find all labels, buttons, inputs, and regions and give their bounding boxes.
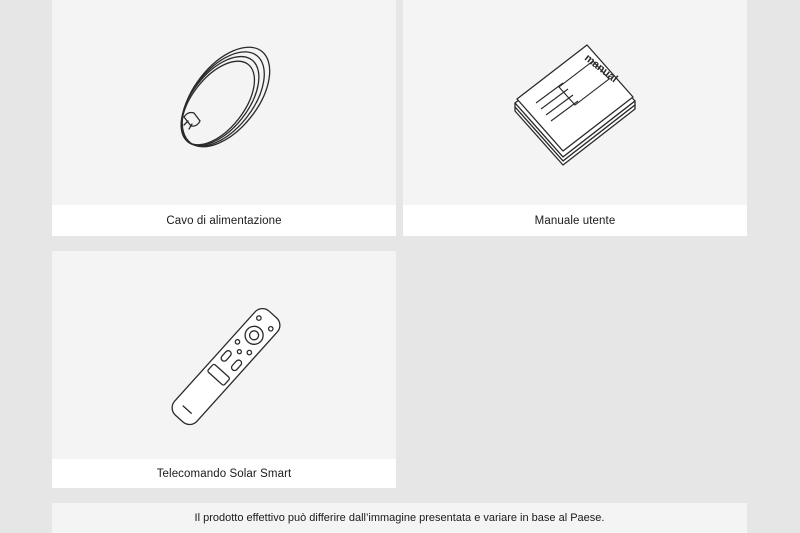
accessory-image-area — [52, 251, 396, 459]
accessory-card-user-manual — [403, 0, 747, 236]
manual-cover-text: manual — [581, 52, 620, 86]
accessory-image-area — [403, 0, 747, 205]
power-cable-icon — [52, 0, 396, 205]
accessory-label: Manuale utente — [403, 205, 747, 236]
accessory-card-remote-control — [52, 251, 396, 488]
accessory-image-area — [52, 0, 396, 205]
accessory-label: Cavo di alimentazione — [52, 205, 396, 236]
accessory-label: Telecomando Solar Smart — [52, 459, 396, 488]
remote-control-icon — [52, 251, 396, 459]
accessory-card-power-cable — [52, 0, 396, 236]
user-manual-icon — [403, 0, 747, 205]
disclaimer-note: Il prodotto effettivo può differire dall’immagine presentata e variare in base al Paese. — [52, 503, 747, 533]
